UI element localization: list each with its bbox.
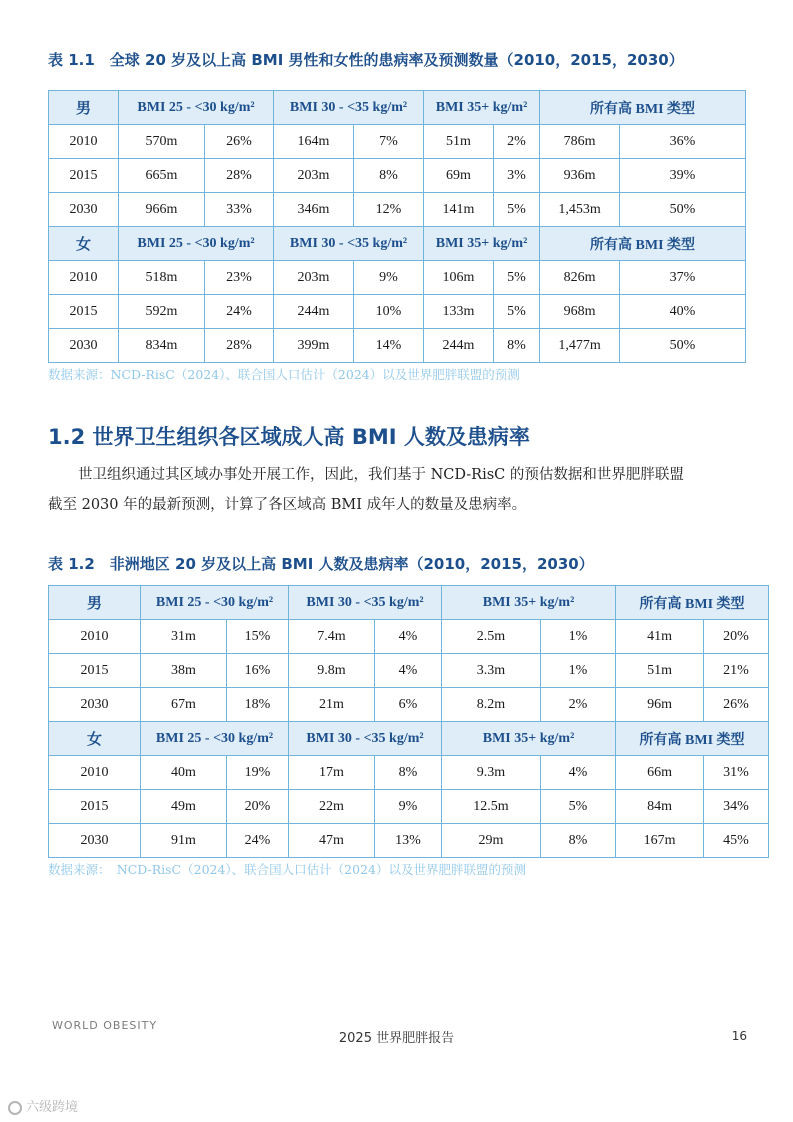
page-number: 16 xyxy=(731,1029,747,1043)
year-cell: 2015 xyxy=(49,159,119,193)
table-row xyxy=(49,329,746,363)
table-row xyxy=(49,654,769,688)
table-row xyxy=(49,688,769,722)
column-header: BMI 35+ kg/m² xyxy=(442,586,616,620)
column-header: BMI 25 - <30 kg/m² xyxy=(141,586,289,620)
table-cell: 26% xyxy=(205,125,274,159)
table-cell: 8% xyxy=(354,159,424,193)
table-2-source: 数据来源： NCD-RisC（2024）、联合国人口估计（2024）以及世界肥胖联盟的预测 xyxy=(48,862,526,877)
column-header: BMI 30 - <35 kg/m² xyxy=(274,91,424,125)
table-row xyxy=(49,824,769,858)
table-cell: 39% xyxy=(620,159,746,193)
watermark-logo-icon xyxy=(8,1101,22,1115)
table-cell: 5% xyxy=(494,193,540,227)
table-row xyxy=(49,261,746,295)
year-cell: 2010 xyxy=(49,756,141,790)
table-cell: 40% xyxy=(620,295,746,329)
table-cell: 33% xyxy=(205,193,274,227)
group-label: 男 xyxy=(49,586,141,620)
table-cell: 826m xyxy=(540,261,620,295)
table-cell: 5% xyxy=(494,261,540,295)
year-cell: 2015 xyxy=(49,654,141,688)
table-cell: 66m xyxy=(616,756,704,790)
table-cell: 17m xyxy=(289,756,375,790)
column-header: BMI 30 - <35 kg/m² xyxy=(274,227,424,261)
table-cell: 12.5m xyxy=(442,790,541,824)
table-cell: 3% xyxy=(494,159,540,193)
table-cell: 41m xyxy=(616,620,704,654)
world-obesity-logo: WORLD OBESITY xyxy=(52,1019,158,1032)
table-cell: 47m xyxy=(289,824,375,858)
table-cell: 244m xyxy=(274,295,354,329)
year-cell: 2015 xyxy=(49,295,119,329)
table-cell: 2% xyxy=(494,125,540,159)
table-cell: 133m xyxy=(424,295,494,329)
table-cell: 38m xyxy=(141,654,227,688)
table-row xyxy=(49,756,769,790)
column-header: BMI 35+ kg/m² xyxy=(442,722,616,756)
table-cell: 518m xyxy=(119,261,205,295)
table-cell: 51m xyxy=(424,125,494,159)
table-cell: 12% xyxy=(354,193,424,227)
table-cell: 6% xyxy=(375,688,442,722)
table-cell: 20% xyxy=(227,790,289,824)
table-global-bmi xyxy=(48,90,746,363)
table-cell: 69m xyxy=(424,159,494,193)
table-2-caption: 表 1.2 非洲地区 20 岁及以上高 BMI 人数及患病率（2010，2015，2030） xyxy=(48,555,594,573)
table-cell: 4% xyxy=(375,654,442,688)
table-cell: 9.8m xyxy=(289,654,375,688)
table-cell: 19% xyxy=(227,756,289,790)
table-cell: 91m xyxy=(141,824,227,858)
year-cell: 2030 xyxy=(49,193,119,227)
table-cell: 8.2m xyxy=(442,688,541,722)
table-cell: 141m xyxy=(424,193,494,227)
table-cell: 1% xyxy=(541,620,616,654)
table-cell: 37% xyxy=(620,261,746,295)
watermark-text: 六级跨境 xyxy=(26,1100,79,1115)
table-cell: 23% xyxy=(205,261,274,295)
group-header-row xyxy=(49,722,769,756)
table-cell: 8% xyxy=(541,824,616,858)
table-cell: 24% xyxy=(227,824,289,858)
table-cell: 8% xyxy=(375,756,442,790)
group-label: 男 xyxy=(49,91,119,125)
table-cell: 968m xyxy=(540,295,620,329)
column-header: 所有高 BMI 类型 xyxy=(540,91,746,125)
table-cell: 9% xyxy=(375,790,442,824)
table-cell: 21m xyxy=(289,688,375,722)
table-cell: 1% xyxy=(541,654,616,688)
table-row xyxy=(49,295,746,329)
column-header: 所有高 BMI 类型 xyxy=(616,586,769,620)
table-cell: 7.4m xyxy=(289,620,375,654)
table-cell: 49m xyxy=(141,790,227,824)
year-cell: 2010 xyxy=(49,125,119,159)
table-cell: 96m xyxy=(616,688,704,722)
table-cell: 29m xyxy=(442,824,541,858)
table-cell: 9% xyxy=(354,261,424,295)
table-row xyxy=(49,620,769,654)
column-header: BMI 35+ kg/m² xyxy=(424,227,540,261)
table-cell: 244m xyxy=(424,329,494,363)
column-header: BMI 35+ kg/m² xyxy=(424,91,540,125)
table-cell: 570m xyxy=(119,125,205,159)
table-row xyxy=(49,790,769,824)
table-cell: 14% xyxy=(354,329,424,363)
table-cell: 1,477m xyxy=(540,329,620,363)
table-row xyxy=(49,125,746,159)
group-label: 女 xyxy=(49,722,141,756)
table-cell: 665m xyxy=(119,159,205,193)
year-cell: 2030 xyxy=(49,688,141,722)
table-cell: 399m xyxy=(274,329,354,363)
watermark xyxy=(8,1096,78,1115)
table-cell: 164m xyxy=(274,125,354,159)
paragraph-line-1: 世卫组织通过其区域办事处开展工作，因此，我们基于 NCD-RisC 的预估数据和世界肥胖联盟 xyxy=(78,467,684,483)
table-cell: 50% xyxy=(620,329,746,363)
table-cell: 51m xyxy=(616,654,704,688)
table-cell: 203m xyxy=(274,261,354,295)
table-cell: 966m xyxy=(119,193,205,227)
column-header: 所有高 BMI 类型 xyxy=(540,227,746,261)
table-cell: 592m xyxy=(119,295,205,329)
table-cell: 67m xyxy=(141,688,227,722)
table-cell: 28% xyxy=(205,159,274,193)
table-cell: 2.5m xyxy=(442,620,541,654)
column-header: BMI 25 - <30 kg/m² xyxy=(119,227,274,261)
year-cell: 2030 xyxy=(49,329,119,363)
table-cell: 84m xyxy=(616,790,704,824)
column-header: 所有高 BMI 类型 xyxy=(616,722,769,756)
table-cell: 106m xyxy=(424,261,494,295)
column-header: BMI 25 - <30 kg/m² xyxy=(119,91,274,125)
table-cell: 15% xyxy=(227,620,289,654)
table-cell: 26% xyxy=(704,688,769,722)
table-cell: 10% xyxy=(354,295,424,329)
table-cell: 7% xyxy=(354,125,424,159)
table-cell: 31% xyxy=(704,756,769,790)
year-cell: 2015 xyxy=(49,790,141,824)
table-cell: 50% xyxy=(620,193,746,227)
group-label: 女 xyxy=(49,227,119,261)
table-cell: 13% xyxy=(375,824,442,858)
table-cell: 9.3m xyxy=(442,756,541,790)
table-cell: 31m xyxy=(141,620,227,654)
table-cell: 167m xyxy=(616,824,704,858)
year-cell: 2010 xyxy=(49,261,119,295)
table-cell: 18% xyxy=(227,688,289,722)
table-cell: 3.3m xyxy=(442,654,541,688)
table-cell: 5% xyxy=(541,790,616,824)
year-cell: 2030 xyxy=(49,824,141,858)
table-1-source: 数据来源：NCD-RisC（2024）、联合国人口估计（2024）以及世界肥胖联盟的预测 xyxy=(48,367,520,382)
section-paragraph xyxy=(48,460,748,520)
table-cell: 203m xyxy=(274,159,354,193)
table-cell: 346m xyxy=(274,193,354,227)
column-header: BMI 30 - <35 kg/m² xyxy=(289,722,442,756)
table-cell: 36% xyxy=(620,125,746,159)
paragraph-line-2: 截至 2030 年的最新预测，计算了各区域高 BMI 成年人的数量及患病率。 xyxy=(48,497,527,513)
table-cell: 40m xyxy=(141,756,227,790)
table-cell: 45% xyxy=(704,824,769,858)
table-cell: 5% xyxy=(494,295,540,329)
table-row xyxy=(49,159,746,193)
year-cell: 2010 xyxy=(49,620,141,654)
table-row xyxy=(49,193,746,227)
table-1-caption: 表 1.1 全球 20 岁及以上高 BMI 男性和女性的患病率及预测数量（2010，2015，2030） xyxy=(48,51,684,69)
table-cell: 34% xyxy=(704,790,769,824)
footer-title: 2025 世界肥胖报告 xyxy=(338,1031,455,1046)
group-header-row xyxy=(49,586,769,620)
section-title: 1.2 世界卫生组织各区域成人高 BMI 人数及患病率 xyxy=(48,425,530,449)
table-cell: 28% xyxy=(205,329,274,363)
table-cell: 8% xyxy=(494,329,540,363)
table-cell: 2% xyxy=(541,688,616,722)
column-header: BMI 25 - <30 kg/m² xyxy=(141,722,289,756)
table-cell: 22m xyxy=(289,790,375,824)
table-cell: 21% xyxy=(704,654,769,688)
table-cell: 834m xyxy=(119,329,205,363)
table-africa-bmi xyxy=(48,585,769,858)
table-cell: 20% xyxy=(704,620,769,654)
table-cell: 16% xyxy=(227,654,289,688)
table-cell: 1,453m xyxy=(540,193,620,227)
column-header: BMI 30 - <35 kg/m² xyxy=(289,586,442,620)
table-cell: 786m xyxy=(540,125,620,159)
table-cell: 4% xyxy=(375,620,442,654)
group-header-row xyxy=(49,91,746,125)
table-cell: 24% xyxy=(205,295,274,329)
table-cell: 936m xyxy=(540,159,620,193)
table-cell: 4% xyxy=(541,756,616,790)
group-header-row xyxy=(49,227,746,261)
